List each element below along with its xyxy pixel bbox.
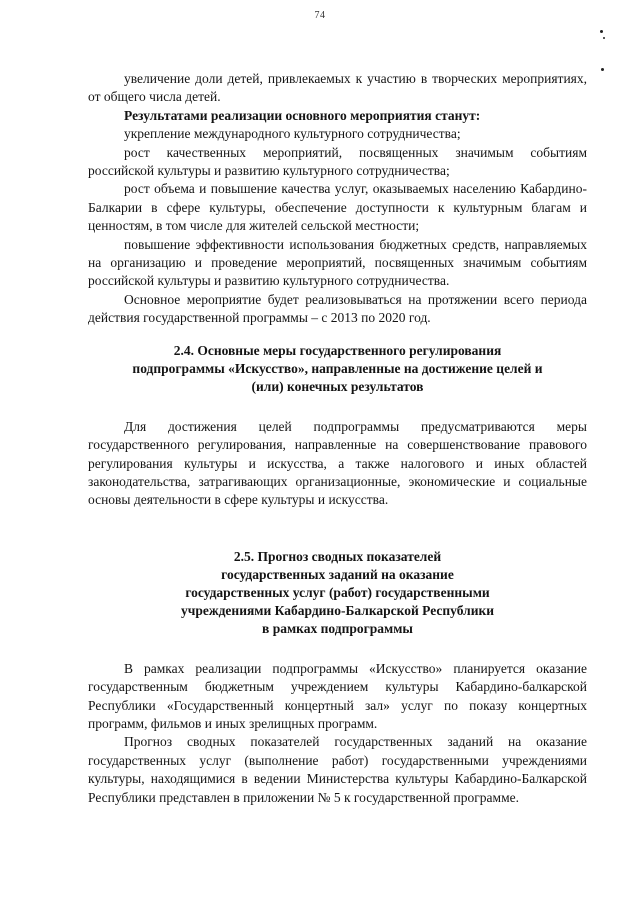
page-number: 74 bbox=[314, 10, 326, 21]
section-2-4-heading bbox=[88, 342, 587, 396]
section-2-5-heading bbox=[88, 548, 587, 638]
heading-line: учреждениями Кабардино-Балкарской Республики bbox=[180, 602, 495, 618]
paragraph-services-growth: рост объема и повышение качества услуг, оказываемых населению Кабардино-Балкарии в сфере культуры, обеспечение доступности к культурным благам и ценностям, в том числе для жителей сельской местности; bbox=[88, 181, 587, 234]
heading-line: подпрограммы «Искусство», направленные на достижение целей и bbox=[132, 360, 543, 376]
heading-line: 2.4. Основные меры государственного регулирования bbox=[173, 342, 502, 358]
scan-speck bbox=[603, 37, 605, 39]
paragraph-forecast-appendix: Прогноз сводных показателей государственных заданий на оказание государственных услуг (выполнение работ) государственными учреждениями культуры, находящимися в ведении Министерства культуры Кабардино-Балкарской Республики представлен в приложении № 5 к государственной программе. bbox=[88, 734, 587, 805]
heading-line: государственных заданий на оказание bbox=[221, 566, 454, 582]
paragraph-quality-events: рост качественных мероприятий, посвященных значимым событиям российской культуры и развитию культурного сотрудничества; bbox=[88, 144, 587, 179]
paragraph-international-cooperation: укрепление международного культурного сотрудничества; bbox=[124, 126, 461, 142]
paragraph-concert-hall-services: В рамках реализации подпрограммы «Искусство» планируется оказание государственным бюджетным учреждением культуры Кабардино-балкарской Республики «Государственный концертный зал» услуг по показу концертных программ, фильмов и иных зрелищных программ. bbox=[88, 660, 587, 731]
scan-speck bbox=[601, 68, 604, 71]
paragraph-results-heading: Результатами реализации основного мероприятия станут: bbox=[124, 107, 481, 123]
paragraph-implementation-period: Основное мероприятие будет реализовываться на протяжении всего периода действия государственной программы – с 2013 по 2020 год. bbox=[88, 291, 587, 326]
paragraph-regulation-measures: Для достижения целей подпрограммы предусматриваются меры государственного регулирования, направленные на совершенствование правового регулирования культуры и искусства, а также налогового и иных областей законодательства, затрагивающих организационные, экономические и социальные основы деятельности в сфере культуры и искусства. bbox=[88, 418, 587, 508]
paragraph-budget-efficiency: повышение эффективности использования бюджетных средств, направляемых на организацию и проведение мероприятий, посвященных значимым событиям российской культуры и развитию культурного сотрудничества. bbox=[88, 236, 587, 289]
heading-line: 2.5. Прогноз сводных показателей bbox=[233, 548, 442, 564]
paragraph-share-of-children: увеличение доли детей, привлекаемых к участию в творческих мероприятиях, от общего числа детей. bbox=[88, 71, 587, 105]
heading-line: (или) конечных результатов bbox=[251, 378, 424, 394]
page-content bbox=[88, 70, 587, 807]
heading-line: государственных услуг (работ) государственными bbox=[185, 584, 490, 600]
scan-speck bbox=[600, 30, 603, 33]
heading-line: в рамках подпрограммы bbox=[262, 620, 413, 636]
